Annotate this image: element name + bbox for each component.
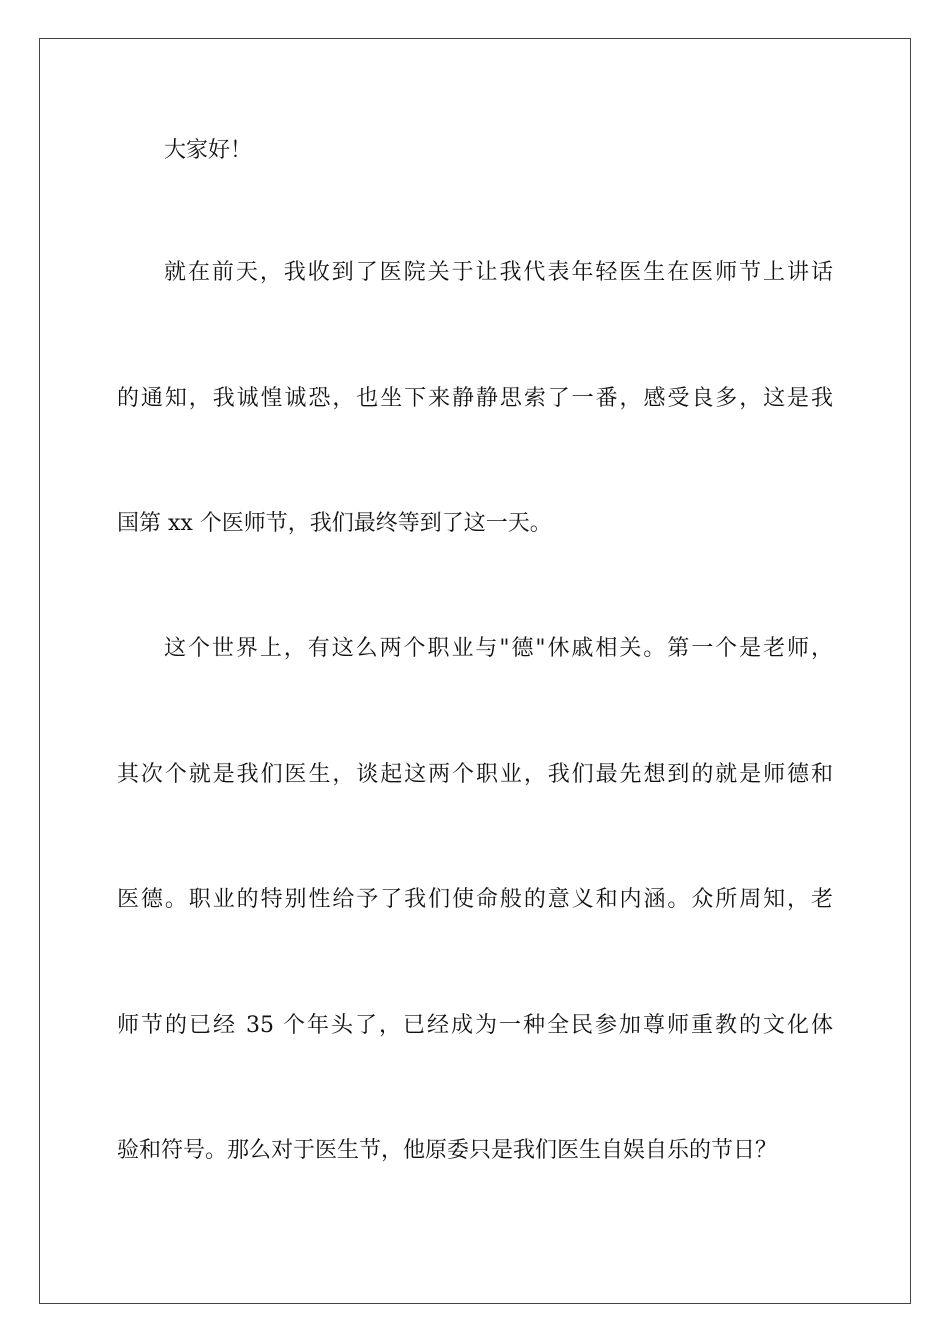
paragraph-1-line-2: 的通知，我诚惶诚恐，也坐下来静静思索了一番，感受良多，这是我 (117, 386, 833, 411)
paragraph-2-line-5: 验和符号。那么对于医生节，他原委只是我们医生自娱自乐的节日？ (117, 1138, 778, 1163)
paragraph-1-line-1: 就在前天，我收到了医院关于让我代表年轻医生在医师节上讲话 (164, 260, 833, 285)
paragraph-2-line-4: 师节的已经 35 个年头了，已经成为一种全民参加尊师重教的文化体 (117, 1013, 833, 1038)
paragraph-1-line-3: 国第 xx 个医师节，我们最终等到了这一天。 (117, 511, 552, 536)
paragraph-2-line-3: 医德。职业的特别性给予了我们使命般的意义和内涵。众所周知，老 (117, 887, 833, 912)
paragraph-2-line-1: 这个世界上，有这么两个职业与"德"休戚相关。第一个是老师， (164, 636, 833, 661)
greeting-line: 大家好！ (164, 138, 253, 163)
page-border (39, 38, 911, 1304)
paragraph-2-line-2: 其次个就是我们医生，谈起这两个职业，我们最先想到的就是师德和 (117, 762, 833, 787)
